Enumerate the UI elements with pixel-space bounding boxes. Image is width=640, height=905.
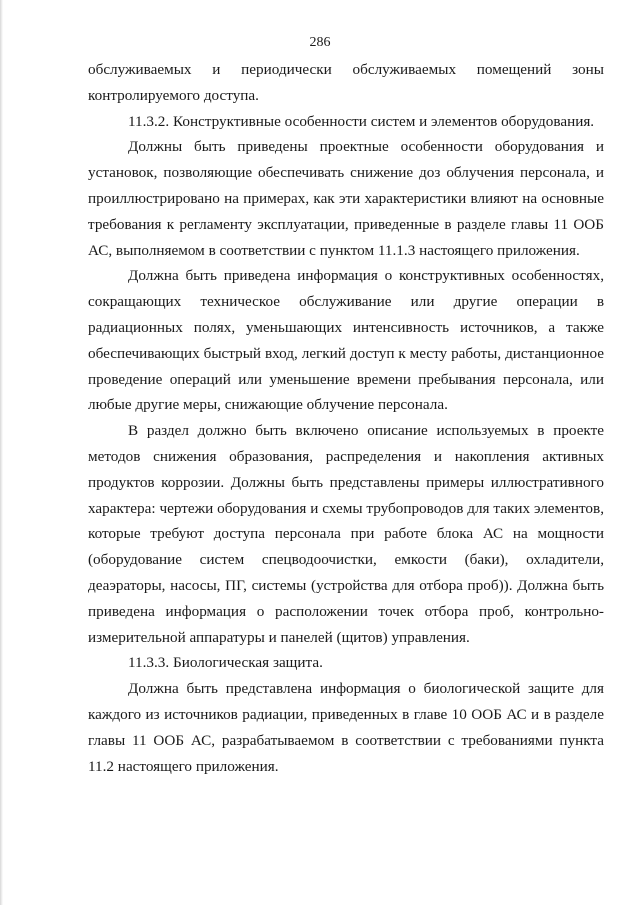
paragraph-corrosion-products: В раздел должно быть включено описание используемых в проекте методов снижения образования, распределения и накопления активных продуктов коррозии. Должны быть представлены примеры иллюстративного характера: чертежи оборудования и схемы трубопроводов для таких элементов, которые требуют доступа персонала при работе блока АС на мощности (оборудование систем спецводоочистки, емкости (баки), охладители, деаэраторы, насосы, ПГ, системы (устройства для отбора проб)). Должна быть приведена информация о расположении точек отбора проб, контрольно-измерительной аппаратуры и панелей (щитов) управления. xyxy=(88,422,604,646)
paragraph-continuation: обслуживаемых и периодически обслуживаемых помещений зоны контролируемого доступа. xyxy=(88,61,604,104)
section-heading-11-3-2: 11.3.2. Конструктивные особенности систем и элементов оборудования. xyxy=(128,112,595,130)
paragraph-biological-shielding: Должна быть представлена информация о биологической защите для каждого из источников радиации, приведенных в главе 10 ООБ АС и в разделе главы 11 ООБ АС, разрабатываемом в соответствии с требованиями пункта 11.2 настоящего приложения. xyxy=(88,680,604,775)
paragraph-design-features: Должны быть приведены проектные особенности оборудования и установок, позволяющие обеспечивать снижение доз облучения персонала, и проиллюстрировано на примерах, как эти характеристики влияют на основные требования к регламенту эксплуатации, приведенные в разделе главы 11 ООБ АС, выполняемом в соответствии с пунктом 11.1.3 настоящего приложения. xyxy=(88,138,604,259)
section-heading-11-3-3: 11.3.3. Биологическая защита. xyxy=(128,654,323,672)
paragraph-constructive-features: Должна быть приведена информация о конструктивных особенностях, сокращающих техническое обслуживание или другие операции в радиационных полях, уменьшающих интенсивность источников, а также обеспечивающих быстрый вход, легкий доступ к месту работы, дистанционное проведение операций или уменьшение времени пребывания персонала, или любые другие меры, снижающие облучение персонала. xyxy=(88,267,604,414)
scan-edge-shadow xyxy=(0,0,3,905)
page-content xyxy=(88,57,604,779)
page-number: 286 xyxy=(309,35,331,50)
